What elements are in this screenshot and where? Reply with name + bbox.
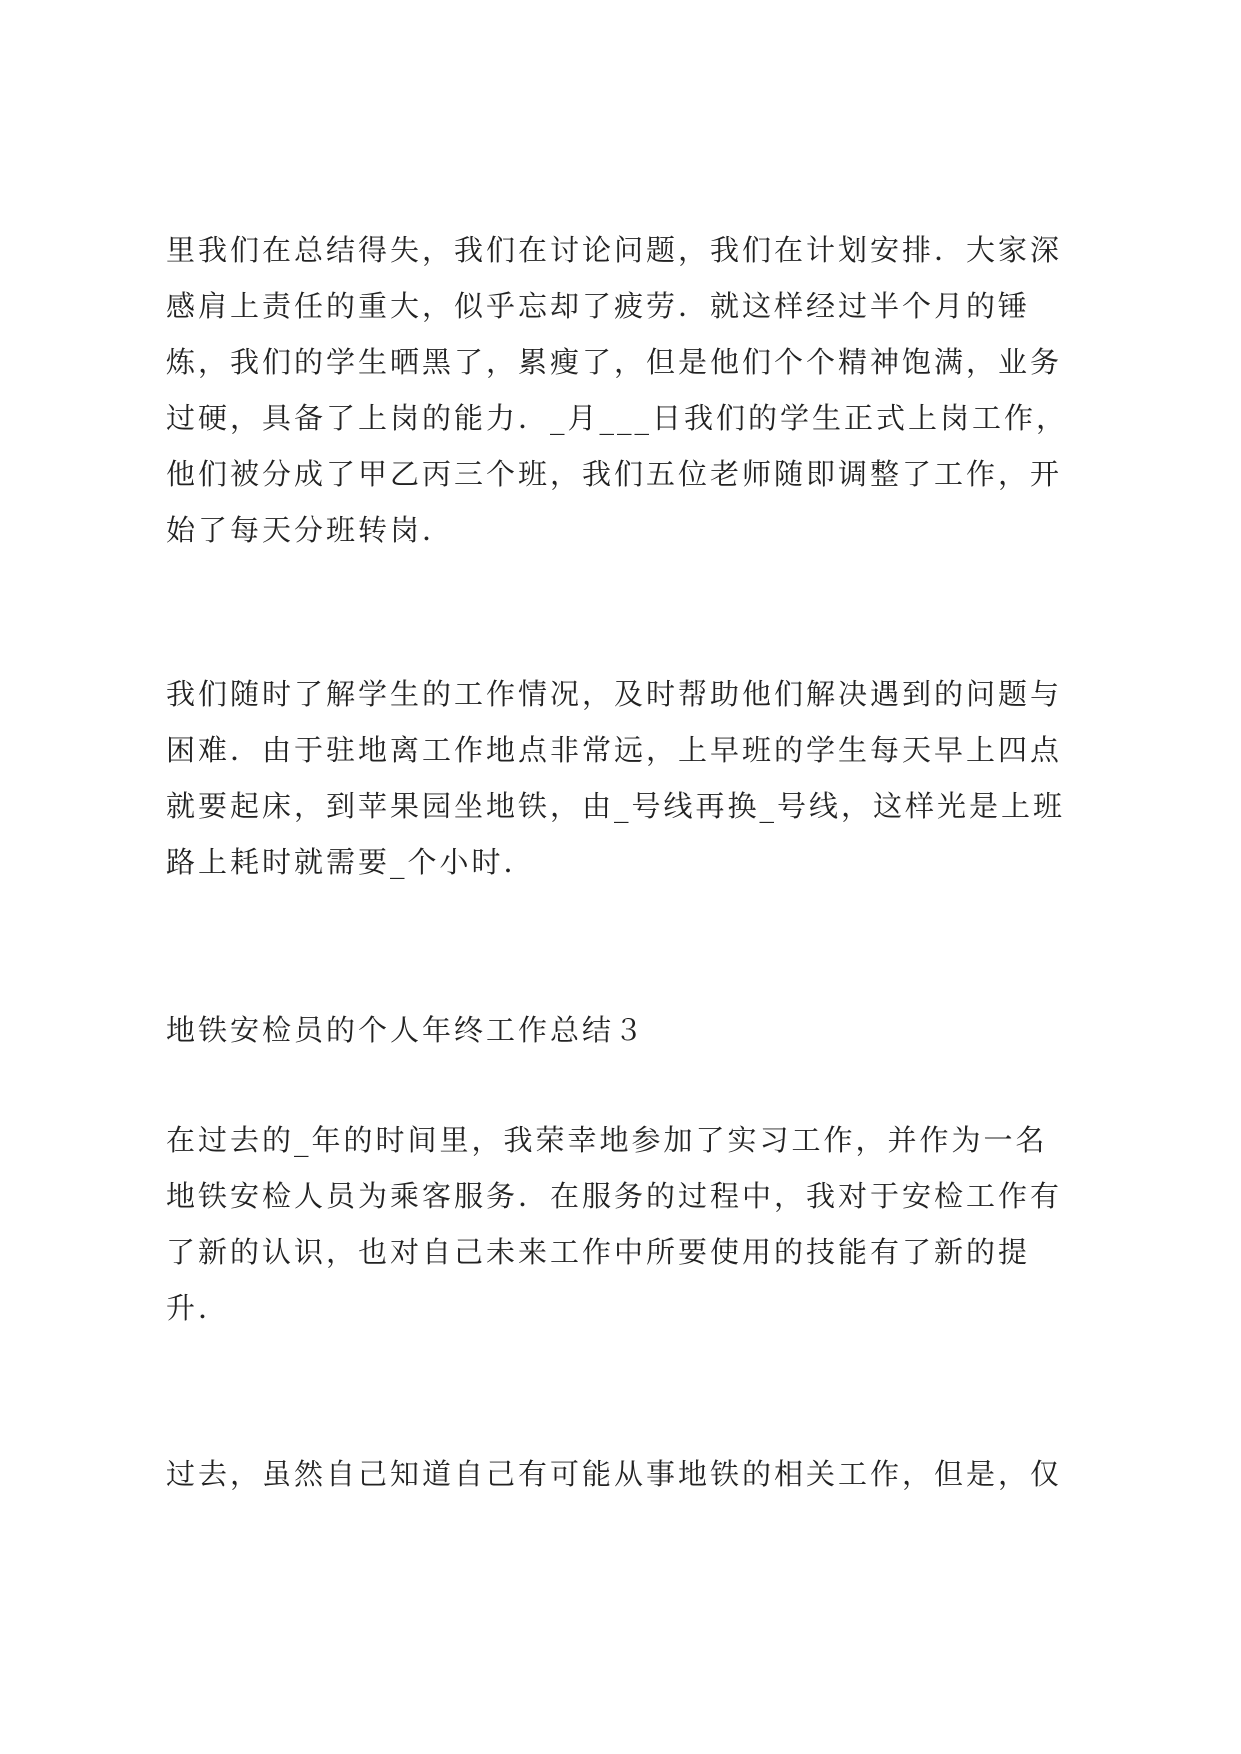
paragraph-past-reflection: [166, 1446, 1086, 1502]
paragraph-student-commute: [166, 666, 1086, 890]
text-line: 在过去的_年的时间里，我荣幸地参加了实习工作，并作为一名: [166, 1123, 1048, 1157]
text-line: 困难．由于驻地离工作地点非常远，上早班的学生每天早上四点: [166, 733, 1063, 767]
text-line: 过硬，具备了上岗的能力．_月___日我们的学生正式上岗工作，: [166, 401, 1069, 435]
text-line: 里我们在总结得失，我们在讨论问题，我们在计划安排．大家深: [166, 233, 1063, 267]
text-line: 过去，虽然自己知道自己有可能从事地铁的相关工作，但是，仅: [166, 1457, 1063, 1491]
text-line: 我们随时了解学生的工作情况，及时帮助他们解决遇到的问题与: [166, 677, 1063, 711]
text-line: 就要起床，到苹果园坐地铁，由_号线再换_号线，这样光是上班: [166, 789, 1066, 823]
text-line: 感肩上责任的重大，似乎忘却了疲劳．就这样经过半个月的锤: [166, 289, 1031, 323]
paragraph-training-summary: [166, 222, 1086, 558]
text-line: 升．: [166, 1291, 231, 1325]
section-heading-text: 地铁安检员的个人年终工作总结３: [166, 1013, 647, 1047]
paragraph-internship-intro: [166, 1112, 1086, 1336]
section-heading: [166, 1002, 1086, 1058]
text-line: 炼，我们的学生晒黑了，累瘦了，但是他们个个精神饱满，业务: [166, 345, 1063, 379]
text-line: 了新的认识，也对自己未来工作中所要使用的技能有了新的提: [166, 1235, 1031, 1269]
text-line: 地铁安检人员为乘客服务．在服务的过程中，我对于安检工作有: [166, 1179, 1063, 1213]
text-line: 始了每天分班转岗．: [166, 513, 455, 547]
text-line: 他们被分成了甲乙丙三个班，我们五位老师随即调整了工作，开: [166, 457, 1063, 491]
text-line: 路上耗时就需要_个小时．: [166, 845, 536, 879]
